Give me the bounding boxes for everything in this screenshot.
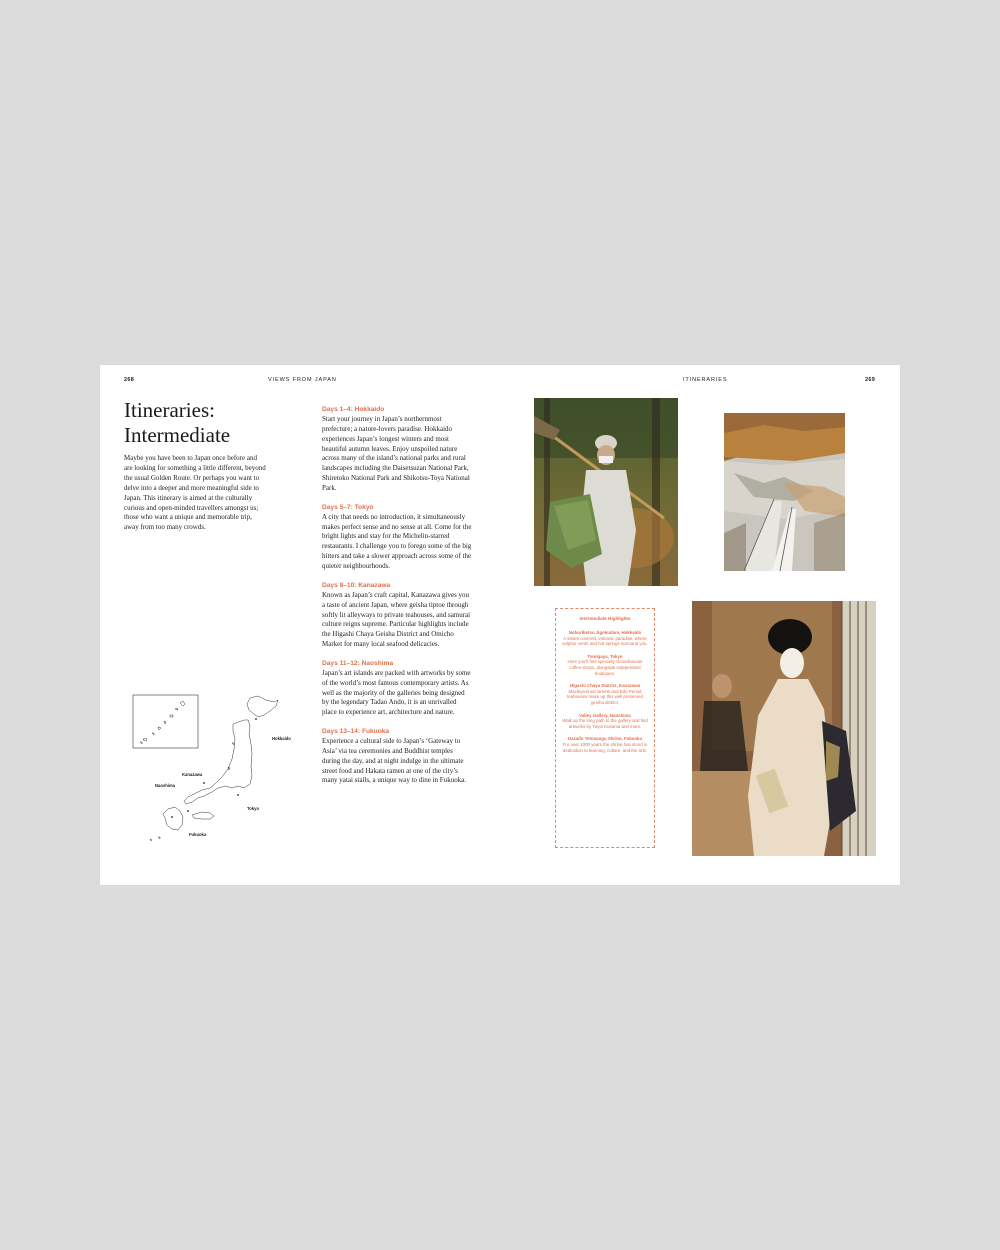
day-heading: Days 5–7: Tokyo [322,503,374,511]
right-page-number: 269 [865,377,876,383]
highlight-name: Dazaifu Tenmangu Shrine, Fukuoka [567,736,643,742]
left-running-title: VIEWS FROM JAPAN [268,377,337,383]
highlight-name: Higashi Chaya District, Kanazawa [569,683,641,689]
highlight-item [561,683,649,705]
day-text: A city that needs no introduction, it simultaneously makes perfect sense and no sense at all. Come for the bright lights and stay for the Michelin-starred restaurants. I challenge you to forego some of the big hitters and take a slower approach across some of the quieter neighbourhoods. [322,512,472,570]
photo-valley-image [724,413,845,571]
day-section [322,659,472,718]
highlight-text: For over 1000 years the shrine has stood in dedication to learning, culture, and the arts. [562,741,648,753]
day-text: Japan’s art islands are packed with artworks by some of the world’s most famous contemporary artists. As well as the majority of the galleries being designed by the legendary Tadao Ando, it is an unrivalled place to experience art, architecture and nature. [322,668,471,717]
right-running-title: ITINERARIES [683,377,728,383]
map-label-tokyo: Tokyo [247,806,260,811]
photo-worker-image [534,398,678,586]
highlight-item [561,713,649,730]
photo-geisha [692,601,876,856]
map-dot-hokkaido [255,718,257,720]
day-section [322,581,472,650]
photo-worker [534,398,678,586]
map-dot-naoshima [187,810,189,812]
title-line-1: Itineraries: [124,398,215,422]
map-label-hokkaido: Hokkaido [272,736,291,741]
highlight-name: Tomigaya, Tokyo [587,653,623,659]
day-heading: Days 11–12: Naoshima [322,659,394,667]
japan-map-outline [128,693,300,845]
map-dot-fukuoka [171,816,173,818]
photo-geisha-image [692,601,876,856]
day-section [322,727,472,786]
highlights-title: Intermediate Highlights [579,616,631,621]
day-heading: Days 13–14: Fukuoka [322,728,390,736]
map-label-kanazawa: Kanazawa [182,772,203,777]
map-dot-kanazawa [203,782,205,784]
day-section [322,503,472,572]
map-label-naoshima: Naoshima [155,783,176,788]
highlight-name: Noboribetsu Jigokudani, Hokkaido [568,630,642,635]
page-title [124,398,284,448]
day-section [322,405,472,494]
highlight-item [561,736,649,753]
japan-map [128,693,300,845]
highlight-name: Valley Gallery, Naoshima [579,712,631,718]
title-line-2: Intermediate [124,423,231,447]
intro-paragraph: Maybe you have been to Japan once before and are looking for something a little different, beyond the usual Golden Route. Or perhaps you want to delve into a deeper and more meaningful side to Japan. This itinerary is aimed at the culturally curious and open-minded travellers amongst us; those who want a unique and memorable trip, away from too many crowds. [124,454,266,532]
magazine-spread [100,365,900,885]
map-label-fukuoka: Fukuoka [189,832,207,837]
day-heading: Days 8–10: Kanazawa [322,581,391,589]
highlight-text: Walk up the long path to the gallery and find artworks by Yayoi Kusama and more. [562,718,648,729]
highlight-text: Machiya-lined streets and Edo Period teahouses make up this well preserved geisha district. [567,688,643,705]
highlight-item [561,654,649,676]
map-dot-tokyo [237,794,239,796]
photo-volcanic-valley [724,413,845,571]
day-text: Experience a cultural side to Japan’s ‘Gateway to Asia’ via tea ceremonies and Buddhist temples during the day, and at night indulge in the ultimate street food and Hakata ramen at one of the city’s many yatai stalls, a unique way to dine in Fukuoka. [322,737,467,785]
highlight-text: A steam covered, volcanic paradise, where sulphur vents and hot springs surround you. [562,635,648,647]
highlights-box [555,608,655,848]
itinerary-days [322,405,472,795]
day-heading: Days 1–4: Hokkaido [322,406,385,413]
left-page-number: 268 [124,377,135,383]
highlight-text: Here you’ll find specialty Scandinavian coffee shops, alongside independent boutiques. [567,659,643,676]
day-text: Start your journey in Japan’s northernmost prefecture; a nature-lovers paradise. Hokkaido experiences Japan’s longest winters and most beautiful autumn leaves. Enjoy unspoiled nature across many of the island’s national parks and rural landscapes including the Daisetsuzan National Park, Shiretoko National Park and Shikotsu-Toya National Park. [322,415,470,492]
highlight-item [561,630,649,647]
day-text: Known as Japan’s craft capital, Kanazawa gives you a taste of ancient Japan, where geisha tiptoe through softly lit alleyways to private teahouses, and samurai culture reigns supreme. Particular highlights include the Higashi Chaya Geisha District and Omicho Market for many local seafood delicacies. [322,590,471,649]
